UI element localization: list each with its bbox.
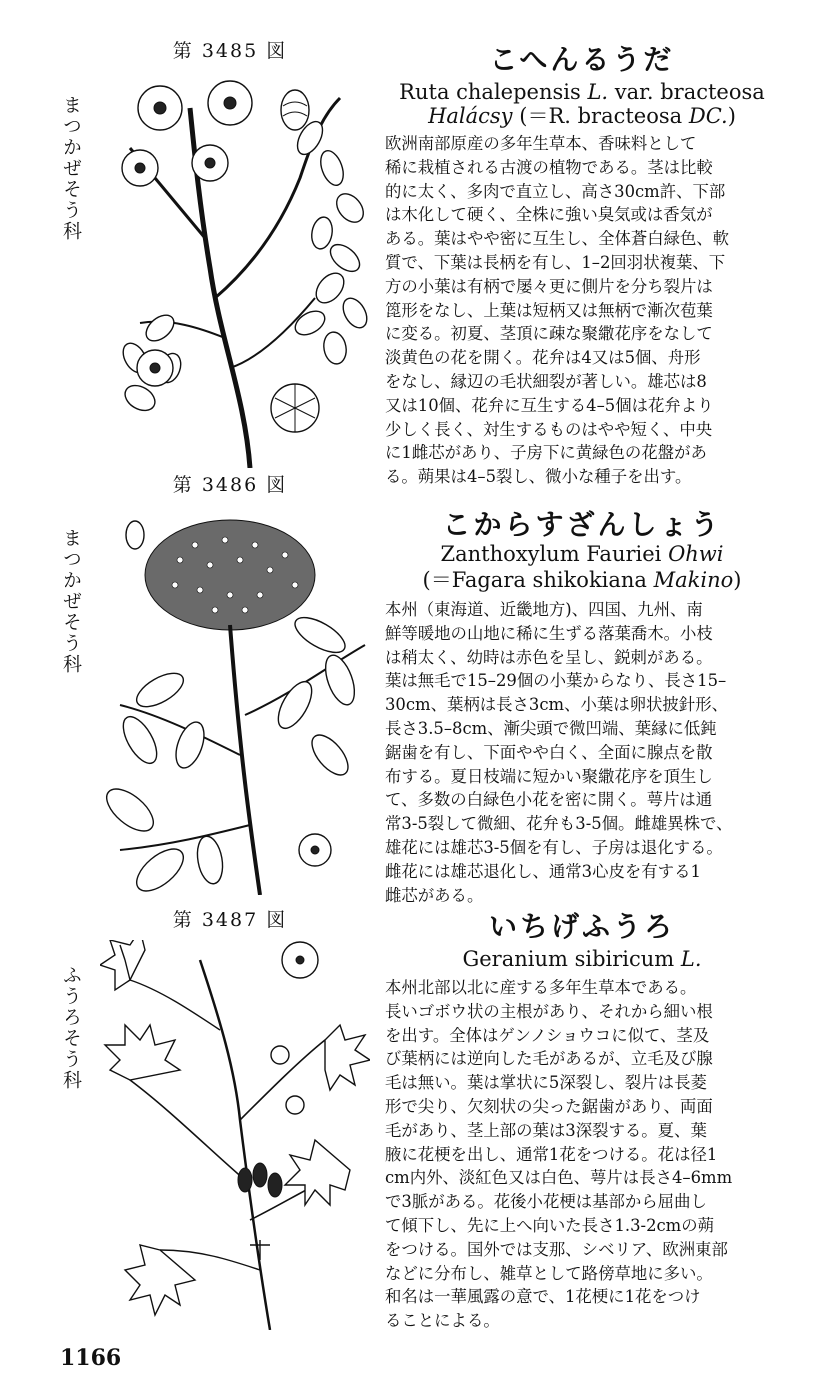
body-line: 又は10個、花弁に互生する4–5個は花弁より xyxy=(385,395,714,415)
illustration-zanthoxylum xyxy=(100,505,370,895)
description-1 xyxy=(385,132,780,489)
body-line: は木化して硬く、全株に強い臭気或は香気が xyxy=(385,205,713,225)
body-line: 欧洲南部原産の多年生草本、香味料として xyxy=(385,134,697,153)
figure-label-3486: 第 3486 図 xyxy=(172,474,288,496)
species-title-3: いちげふうろ xyxy=(488,910,675,943)
sci-name-1-line2-author: Halácsy xyxy=(428,104,513,128)
body-line: 鋸歯を有し、下面やや白く、全面に腺点を散 xyxy=(385,742,713,762)
page-number: 1166 xyxy=(60,1345,122,1371)
body-line: る。蒴果は4–5裂し、微小な種子を出す。 xyxy=(385,467,692,487)
body-line: で3脈がある。花後小花梗は基部から屈曲し xyxy=(385,1192,707,1212)
sci-name-1-rest: var. bracteosa xyxy=(614,80,765,104)
sci-name-1-main: Ruta chalepensis xyxy=(399,80,581,104)
body-line: 雌芯がある。 xyxy=(385,885,484,905)
sci-name-3-main: Geranium sibiricum xyxy=(462,947,675,971)
body-line: 葉は無毛で15–29個の小葉からなり、長さ15– xyxy=(385,671,727,691)
body-line: をなし、縁辺の毛状細裂が著しい。雄芯は8 xyxy=(385,371,707,391)
body-line: 常3-5裂して微細、花弁も3-5個。雌雄異株で、 xyxy=(385,814,733,834)
scientific-name-1-line2 xyxy=(382,102,782,130)
body-line: に1雌芯があり、子房下に黄緑色の花盤があ xyxy=(385,443,707,463)
body-line: 布する。夏日枝端に短かい聚繖花序を頂生し xyxy=(385,766,713,786)
description-2 xyxy=(385,598,780,907)
body-line: に変る。初夏、茎頂に疎な聚繖花序をなして xyxy=(385,324,713,344)
body-line: 本州（東海道、近畿地方)、四国、九州、南 xyxy=(385,600,703,619)
body-line: て、多数の白緑色小花を密に開く。萼片は通 xyxy=(385,790,713,810)
body-line: 淡黄色の花を開く。花弁は4又は5個、舟形 xyxy=(385,348,701,368)
body-line: ある。葉はやや密に互生し、全体蒼白緑色、軟 xyxy=(385,229,730,249)
body-line: を出す。全体はゲンノショウコに似て、茎及 xyxy=(385,1025,710,1045)
description-3 xyxy=(385,976,780,1333)
flowers-and-fruit xyxy=(120,942,318,1260)
body-line: ることによる。 xyxy=(385,1311,500,1331)
sci-name-1-line2-author2: DC. xyxy=(688,104,728,128)
body-line: 少しく長く、対生するものはやや短く、中央 xyxy=(385,419,713,439)
body-line: をつける。国外では支那、シベリア、欧洲東部 xyxy=(385,1239,728,1259)
body-line: 形で尖り、欠刻状の尖った鋸歯があり、両面 xyxy=(385,1096,713,1116)
body-line: 腋に花梗を出し、通常1花をつける。花は径1 xyxy=(385,1144,718,1164)
body-line: 方の小葉は有柄で屡々更に側片を分ち裂片は xyxy=(385,276,713,296)
body-line: 和名は一華風露の意で、1花梗に1花をつけ xyxy=(385,1287,701,1307)
family-label-3: ふうろそう科 xyxy=(60,965,82,1091)
illustration-ruta xyxy=(100,68,370,468)
body-line: 長いゴボウ状の主根があり、それから細い根 xyxy=(385,1001,713,1021)
scientific-name-2-line2 xyxy=(382,566,782,594)
species-title-1: こへんるうだ xyxy=(489,43,675,76)
scientific-name-3 xyxy=(382,945,782,973)
sci-name-1-line2-mid: (＝R. bracteosa xyxy=(519,104,683,128)
sci-name-3-author: L. xyxy=(680,947,702,971)
body-line: などに分布し、雑草として路傍草地に多い。 xyxy=(385,1263,713,1283)
figure-label-3487: 第 3487 図 xyxy=(172,909,288,931)
leaves xyxy=(100,940,370,1315)
body-line: 毛は無い。葉は掌状に5深裂し、裂片は長菱 xyxy=(385,1073,707,1093)
sci-name-2-line2-end: ) xyxy=(733,568,742,592)
flower-cluster xyxy=(145,520,315,630)
body-line: 鮮等暖地の山地に稀に生ずる落葉喬木。小枝 xyxy=(385,623,713,643)
sci-name-2-line2-author2: Makino xyxy=(653,568,734,592)
body-line: cm内外、淡紅色又は白色、萼片は長さ4–6mm xyxy=(385,1168,733,1188)
body-line: 雌花には雄芯退化し、通常3心皮を有する1 xyxy=(385,861,701,881)
body-line: 雄花には雄芯3-5個を有し、子房は退化する。 xyxy=(385,837,723,857)
body-line: 的に太く、多肉で直立し、高さ30cm許、下部 xyxy=(385,181,726,201)
figure-label-3485: 第 3485 図 xyxy=(172,40,288,62)
body-line: 稀に栽植される古渡の植物である。茎は比較 xyxy=(385,157,713,177)
species-title-2: こからすざんしょう xyxy=(442,508,722,541)
body-line: び葉柄には逆向した毛があるが、立毛及び腺 xyxy=(385,1049,713,1069)
flowers xyxy=(122,81,319,432)
body-line: て傾下し、先に上へ向いた長さ1.3-2cmの蒴 xyxy=(385,1215,715,1235)
body-line: 箆形をなし、上葉は短柄又は無柄で漸次苞葉 xyxy=(385,300,713,320)
sci-name-1-line2-end: ) xyxy=(727,104,736,128)
body-line: 長さ3.5–8cm、漸尖頭で微凹端、葉縁に低鈍 xyxy=(385,718,717,738)
body-line: 毛があり、茎上部の葉は3深裂する。夏、葉 xyxy=(385,1120,707,1140)
sci-name-1-author: L. xyxy=(587,80,609,104)
scientific-name-2 xyxy=(382,540,782,568)
sci-name-2-main: Zanthoxylum Fauriei xyxy=(440,542,662,566)
sci-name-2-author: Ohwi xyxy=(668,542,724,566)
illustration-geranium xyxy=(100,940,370,1330)
family-label-2: まつかぜそう科 xyxy=(60,528,82,675)
body-line: 30cm、葉柄は長さ3cm、小葉は卵状披針形、 xyxy=(385,695,728,715)
body-line: 本州北部以北に産する多年生草本である。 xyxy=(385,978,697,997)
family-label-1: まつかぜそう科 xyxy=(60,95,82,242)
body-line: 質で、下葉は長柄を有し、1–2回羽状複葉、下 xyxy=(385,252,726,272)
body-line: は稍太く、幼時は赤色を呈し、鋭刺がある。 xyxy=(385,647,713,667)
sci-name-2-line2-mid: (＝Fagara shikokiana xyxy=(422,568,647,592)
